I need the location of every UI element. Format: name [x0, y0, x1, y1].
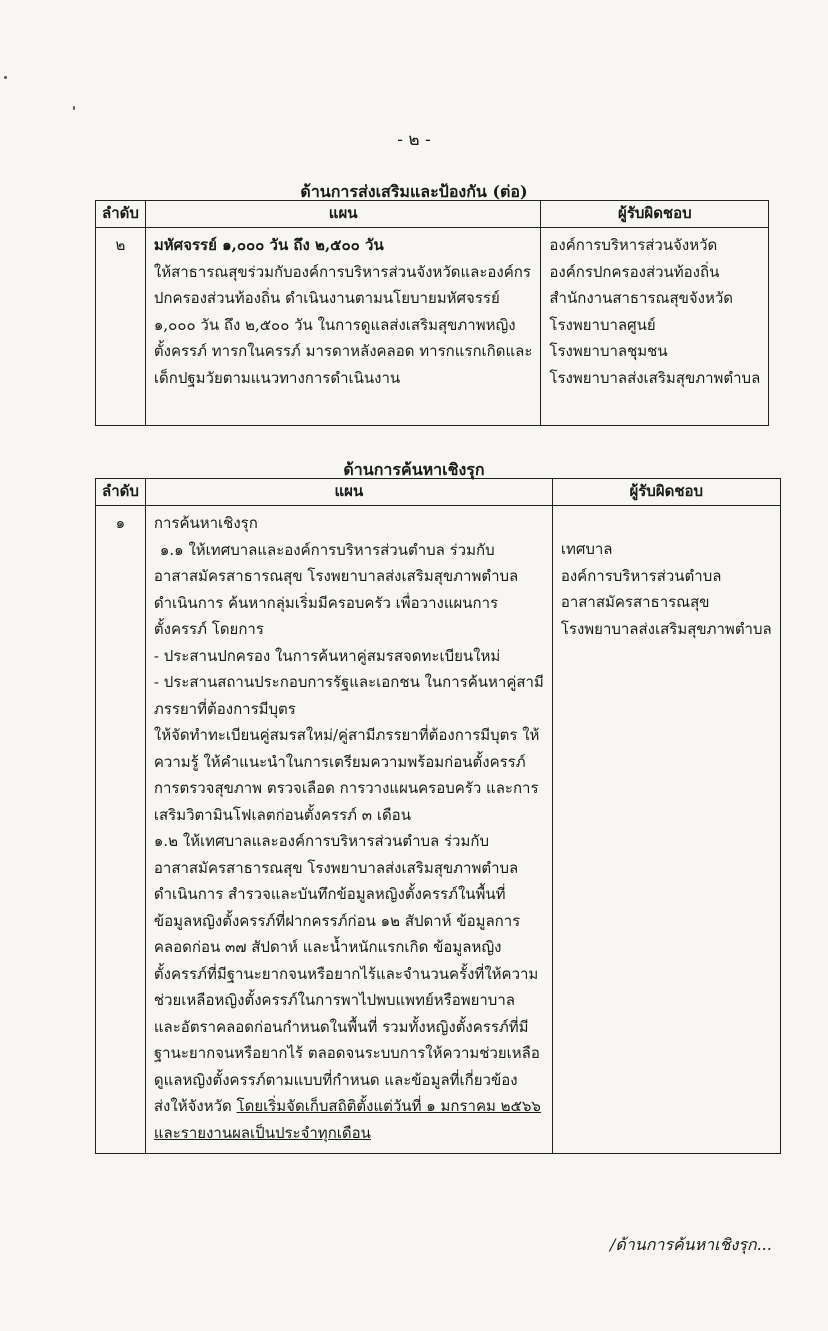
plan-line-plain: ส่งให้จังหวัด	[153, 1097, 237, 1115]
section-title-active-search: ด้านการค้นหาเชิงรุก	[343, 460, 485, 479]
scan-speck	[73, 106, 75, 110]
plan-line: ตั้งครรภ์ที่มีฐานะยากจนหรือยากไร้และจำนวนครั้งที่ให้ความ	[153, 964, 539, 983]
plan-line: ให้สาธารณสุขร่วมกับองค์การบริหารส่วนจังหวัดและองค์กร	[153, 262, 531, 281]
active-search-plan-table	[95, 478, 781, 1154]
plan-line: ความรู้ ให้คำแนะนำในการเตรียมความพร้อมก่อนตั้งครรภ์	[153, 752, 526, 771]
plan-line: ให้จัดทำทะเบียนคู่สมรสใหม่/คู่สามีภรรยาที่ต้องการมีบุตร ให้	[153, 726, 540, 744]
header-responsible: ผู้รับผิดชอบ	[541, 201, 769, 228]
responsible-line: สำนักงานสาธารณสุขจังหวัด	[549, 289, 734, 307]
start-date-note: โดยเริ่มจัดเก็บสถิติตั้งแต่วันที่ ๑ มกราคม ๒๕๖๖	[236, 1097, 541, 1115]
plan-line: ๑,๐๐๐ วัน ถึง ๒,๕๐๐ วัน ในการดูแลส่งเสริมสุขภาพหญิง	[153, 315, 516, 334]
section-title-promotion: ด้านการส่งเสริมและป้องกัน (ต่อ)	[300, 182, 528, 201]
table-row	[96, 228, 769, 426]
plan-line: ๑.๒ ให้เทศบาลและองค์การบริหารส่วนตำบล ร่วมกับ	[153, 832, 489, 850]
plan-line: ฐานะยากจนหรือยากไร้ ตลอดจนระบบการให้ความช่วยเหลือ	[153, 1044, 540, 1062]
plan-line: - ประสานสถานประกอบการรัฐและเอกชน ในการค้นหาคู่สามี	[153, 673, 544, 691]
responsible-line: โรงพยาบาลส่งเสริมสุขภาพตำบล	[560, 619, 772, 638]
plan-line: เสริมวิตามินโฟเลตก่อนตั้งครรภ์ ๓ เดือน	[153, 805, 411, 824]
page-number: - ๒ -	[397, 130, 431, 150]
responsible-line: โรงพยาบาลส่งเสริมสุขภาพตำบล	[549, 368, 761, 387]
header-no: ลำดับ	[96, 201, 146, 228]
header-responsible: ผู้รับผิดชอบ	[552, 479, 780, 506]
responsible-line: อาสาสมัครสาธารณสุข	[560, 593, 710, 611]
plan-line: และอัตราคลอดก่อนกำหนดในพื้นที่ รวมทั้งหญิงตั้งครรภ์ที่มี	[153, 1017, 529, 1036]
plan-line: ดำเนินการ ค้นหากลุ่มเริ่มมีครอบครัว เพื่อวางแผนการ	[153, 593, 499, 612]
monthly-report-note: และรายงานผลเป็นประจำทุกเดือน	[153, 1123, 371, 1142]
plan-cell	[145, 228, 541, 426]
plan-line: ดำเนินการ สำรวจและบันทึกข้อมูลหญิงตั้งครรภ์ในพื้นที่	[153, 885, 506, 903]
plan-line: ดูแลหญิงตั้งครรภ์ตามแบบที่กำหนด และข้อมูลที่เกี่ยวข้อง	[153, 1070, 518, 1089]
responsible-cell	[552, 506, 780, 1154]
plan-line: การตรวจสุขภาพ ตรวจเลือด การวางแผนครอบครัว และการ	[153, 779, 539, 797]
header-no: ลำดับ	[96, 479, 146, 506]
row-number: ๒	[96, 228, 146, 426]
plan-line-with-date	[154, 1093, 544, 1120]
plan-line: มหัศจรรย์ ๑,๐๐๐ วัน ถึง ๒,๕๐๐ วัน	[153, 236, 384, 254]
responsible-line: องค์การบริหารส่วนจังหวัด	[549, 236, 718, 254]
plan-line: คลอดก่อน ๓๗ สัปดาห์ และน้ำหนักแรกเกิด ข้อมูลหญิง	[153, 938, 502, 956]
responsible-line: องค์การบริหารส่วนตำบล	[560, 566, 722, 585]
table-row	[96, 506, 781, 1154]
responsible-line: โรงพยาบาลชุมชน	[549, 342, 668, 360]
plan-line: การค้นหาเชิงรุก	[153, 514, 258, 532]
plan-line: ตั้งครรภ์ โดยการ	[153, 620, 264, 638]
row-number: ๑	[96, 506, 146, 1154]
plan-line: อาสาสมัครสาธารณสุข โรงพยาบาลส่งเสริมสุขภาพตำบล	[153, 567, 519, 585]
plan-line: ช่วยเหลือหญิงตั้งครรภ์ในการพาไปพบแพทย์หรือพยาบาล	[153, 991, 515, 1009]
promotion-plan-table	[95, 200, 769, 426]
plan-line: ๑.๑ ให้เทศบาลและองค์การบริหารส่วนตำบล ร่วมกับ	[159, 540, 495, 559]
plan-line: - ประสานปกครอง ในการค้นหาคู่สมรสจดทะเบียนใหม่	[153, 646, 501, 665]
header-plan: แผน	[145, 201, 541, 228]
responsible-line: องค์กรปกครองส่วนท้องถิ่น	[549, 262, 720, 281]
table-header-row	[96, 479, 781, 506]
scan-speck	[4, 76, 7, 79]
plan-line: ปกครองส่วนท้องถิ่น ดำเนินงานตามนโยบายมหัศจรรย์	[153, 289, 500, 307]
responsible-line: โรงพยาบาลศูนย์	[549, 315, 656, 334]
plan-line: อาสาสมัครสาธารณสุข โรงพยาบาลส่งเสริมสุขภาพตำบล	[153, 858, 519, 877]
plan-cell	[145, 506, 552, 1154]
plan-line: ข้อมูลหญิงตั้งครรภ์ที่ฝากครรภ์ก่อน ๑๒ สัปดาห์ ข้อมูลการ	[153, 911, 521, 930]
header-plan: แผน	[145, 479, 552, 506]
table-header-row	[96, 201, 769, 228]
plan-line: ภรรยาที่ต้องการมีบุตร	[153, 699, 296, 718]
responsible-cell	[541, 228, 769, 426]
plan-line: เด็กปฐมวัยตามแนวทางการดำเนินงาน	[153, 368, 401, 387]
plan-line: ตั้งครรภ์ ทารกในครรภ์ มารดาหลังคลอด ทารกแรกเกิดและ	[153, 342, 533, 360]
continued-footer: /ด้านการค้นหาเชิงรุก...	[610, 1235, 772, 1254]
responsible-line: เทศบาล	[560, 540, 613, 558]
